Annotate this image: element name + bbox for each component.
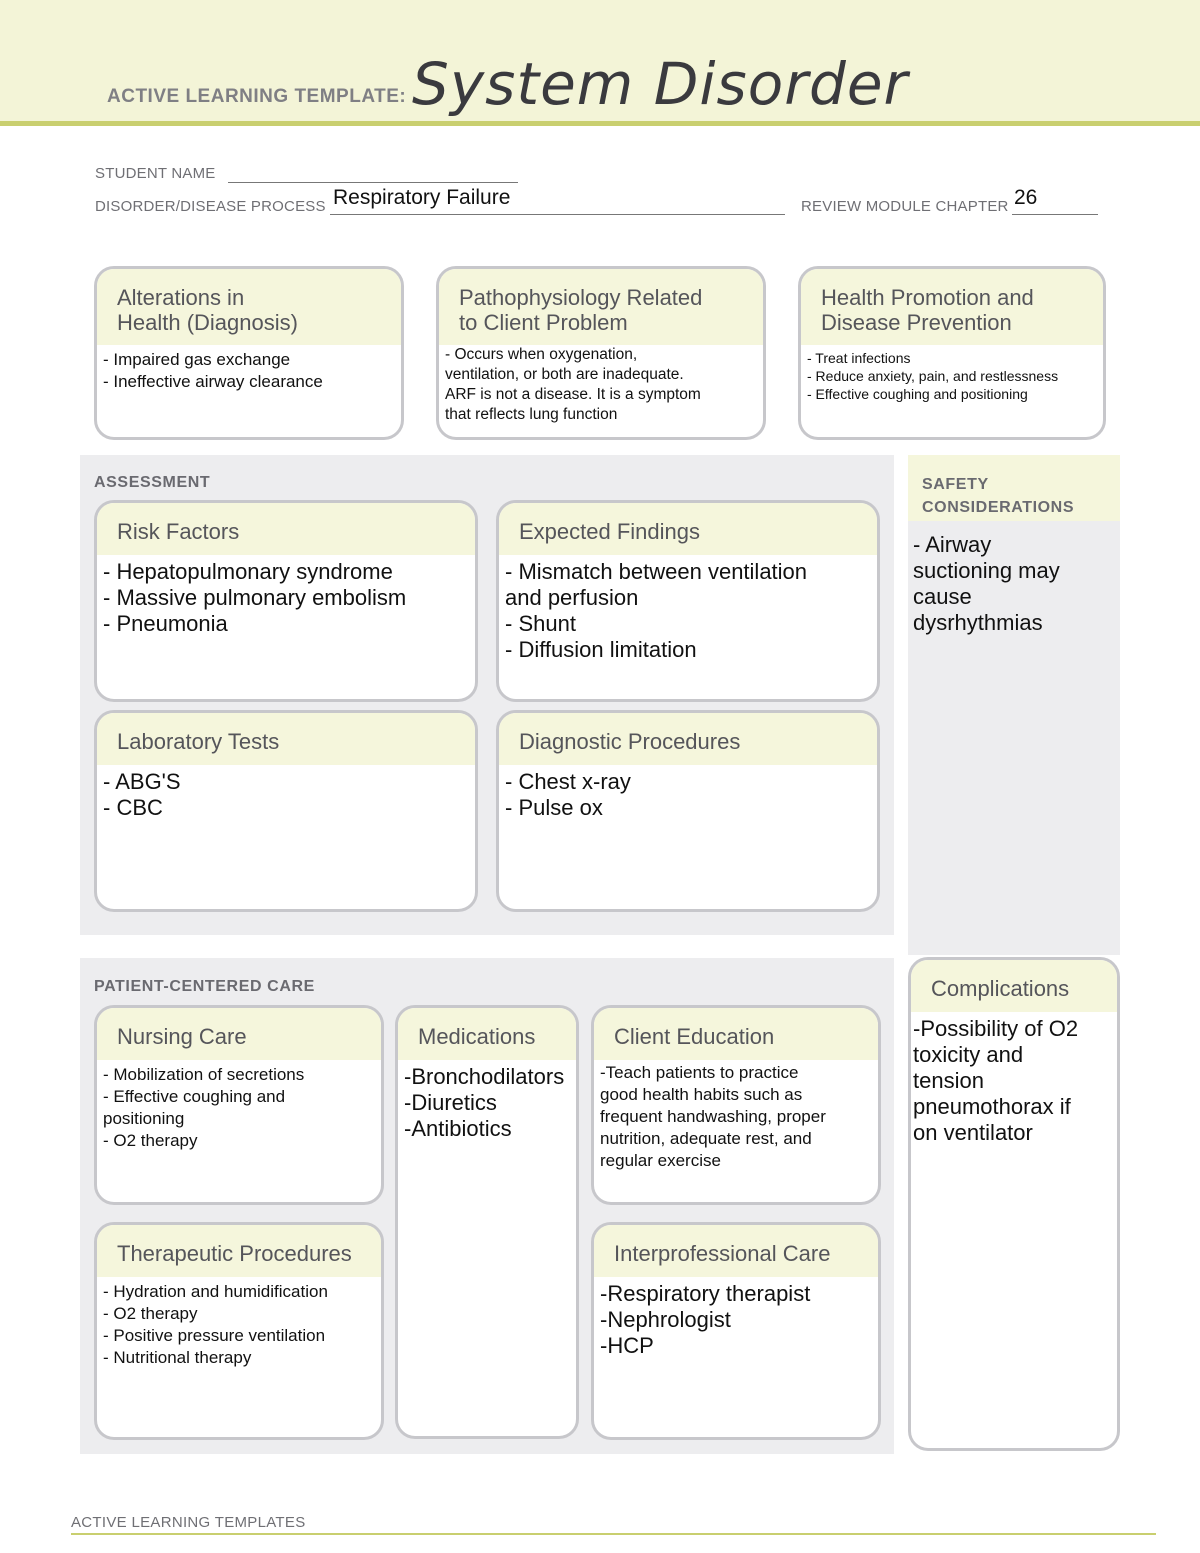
alterations-header (97, 269, 401, 345)
header-divider (0, 121, 1200, 126)
health-promotion-title-line1: Health Promotion and (821, 285, 1034, 310)
assessment-title: ASSESSMENT (94, 474, 211, 491)
chapter-field[interactable]: 26 (1014, 186, 1038, 209)
therapeutic-procedures-title: Therapeutic Procedures (117, 1241, 352, 1266)
diagnostic-procedures-title: Diagnostic Procedures (519, 729, 741, 754)
list-item: -Nephrologist (600, 1307, 731, 1332)
health-promotion-title-line2: Disease Prevention (821, 310, 1012, 335)
laboratory-tests-box (94, 710, 478, 912)
nursing-care-box (94, 1005, 384, 1205)
risk-factors-title: Risk Factors (117, 519, 240, 544)
diagnostic-procedures-header (499, 713, 877, 765)
footer-divider (71, 1533, 1156, 1535)
list-item: on ventilator (913, 1120, 1033, 1145)
complications-title: Complications (931, 976, 1070, 1001)
template-label: ACTIVE LEARNING TEMPLATE: (107, 86, 407, 107)
list-item: - Hepatopulmonary syndrome (103, 559, 393, 584)
client-education-title: Client Education (614, 1024, 775, 1049)
list-item: - Diffusion limitation (505, 637, 697, 662)
footer-label: ACTIVE LEARNING TEMPLATES (71, 1514, 306, 1531)
safety-section (908, 455, 1120, 955)
patient-centered-care-title: PATIENT-CENTERED CARE (94, 978, 315, 995)
laboratory-tests-content[interactable] (97, 765, 475, 825)
list-item: - Positive pressure ventilation (103, 1326, 326, 1345)
list-item: - Hydration and humidification (103, 1282, 328, 1301)
list-item: - O2 therapy (103, 1131, 198, 1150)
student-name-label: STUDENT NAME (95, 165, 216, 182)
list-item: toxicity and (913, 1042, 1024, 1067)
list-item: -HCP (600, 1333, 654, 1358)
list-item: -Teach patients to practice (600, 1063, 799, 1082)
pathophysiology-title-line1: Pathophysiology Related (459, 285, 703, 310)
list-item: pneumothorax if (913, 1094, 1071, 1119)
list-item: - CBC (103, 795, 163, 820)
therapeutic-procedures-content[interactable] (97, 1277, 381, 1373)
list-item: ARF is not a disease. It is a symptom (445, 386, 701, 403)
safety-title-line1: SAFETY (922, 476, 989, 493)
safety-content[interactable] (913, 532, 1113, 636)
diagnostic-procedures-box (496, 710, 880, 912)
safety-title (922, 473, 1074, 519)
pathophysiology-content[interactable] (439, 345, 763, 429)
client-education-box (591, 1005, 881, 1205)
list-item: - Effective coughing and positioning (807, 386, 1028, 402)
client-education-header (594, 1008, 878, 1060)
list-item: tension (913, 1068, 984, 1093)
student-name-line (228, 182, 518, 183)
interprofessional-care-header (594, 1225, 878, 1277)
list-item: nutrition, adequate rest, and (600, 1129, 812, 1148)
expected-findings-content[interactable] (499, 555, 877, 667)
list-item: - Pneumonia (103, 611, 228, 636)
list-item: -Bronchodilators (404, 1064, 565, 1089)
alterations-title-line1: Alterations in (117, 285, 245, 310)
interprofessional-care-content[interactable] (594, 1277, 878, 1363)
list-item: - Occurs when oxygenation, (445, 346, 638, 363)
list-item: - Nutritional therapy (103, 1348, 252, 1367)
expected-findings-title: Expected Findings (519, 519, 700, 544)
risk-factors-content[interactable] (97, 555, 475, 641)
disorder-line (330, 214, 785, 215)
nursing-care-title: Nursing Care (117, 1024, 247, 1049)
health-promotion-box (798, 266, 1106, 440)
nursing-care-content[interactable] (97, 1060, 381, 1156)
list-item: - ABG'S (103, 769, 181, 794)
diagnostic-procedures-content[interactable] (499, 765, 877, 825)
pathophysiology-box (436, 266, 766, 440)
list-item: frequent handwashing, proper (600, 1107, 826, 1126)
medications-box (395, 1005, 579, 1439)
list-item: -Diuretics (404, 1090, 497, 1115)
list-item: and perfusion (505, 585, 639, 610)
laboratory-tests-header (97, 713, 475, 765)
list-item: - Mismatch between ventilation (505, 559, 808, 584)
risk-factors-box (94, 500, 478, 702)
list-item: cause (913, 584, 972, 609)
health-promotion-content[interactable] (801, 345, 1103, 407)
list-item: suctioning may (913, 558, 1060, 583)
pathophysiology-header (439, 269, 763, 345)
list-item: - Treat infections (807, 350, 911, 366)
template-title: System Disorder (412, 50, 909, 118)
disorder-label: DISORDER/DISEASE PROCESS (95, 198, 326, 215)
disorder-field[interactable]: Respiratory Failure (333, 186, 511, 209)
therapeutic-procedures-box (94, 1222, 384, 1440)
nursing-care-header (97, 1008, 381, 1060)
alterations-title-line2: Health (Diagnosis) (117, 310, 298, 335)
list-item: -Respiratory therapist (600, 1281, 811, 1306)
medications-content[interactable] (398, 1060, 576, 1146)
interprofessional-care-box (591, 1222, 881, 1440)
medications-title: Medications (418, 1024, 536, 1049)
list-item: regular exercise (600, 1151, 721, 1170)
alterations-content[interactable] (97, 345, 401, 397)
list-item: - Massive pulmonary embolism (103, 585, 407, 610)
laboratory-tests-title: Laboratory Tests (117, 729, 280, 754)
therapeutic-procedures-header (97, 1225, 381, 1277)
alterations-box (94, 266, 404, 440)
risk-factors-header (97, 503, 475, 555)
list-item: positioning (103, 1109, 185, 1128)
list-item: that reflects lung function (445, 406, 618, 423)
complications-box (908, 957, 1120, 1451)
list-item: - Impaired gas exchange (103, 350, 291, 369)
list-item: - Ineffective airway clearance (103, 372, 323, 391)
list-item: - O2 therapy (103, 1304, 198, 1323)
list-item: good health habits such as (600, 1085, 803, 1104)
complications-header (911, 960, 1117, 1012)
interprofessional-care-title: Interprofessional Care (614, 1241, 831, 1266)
list-item: - Effective coughing and (103, 1087, 286, 1106)
list-item: - Airway (913, 532, 992, 557)
expected-findings-header (499, 503, 877, 555)
expected-findings-box (496, 500, 880, 702)
medications-header (398, 1008, 576, 1060)
list-item: - Mobilization of secretions (103, 1065, 305, 1084)
list-item: - Reduce anxiety, pain, and restlessness (807, 368, 1059, 384)
list-item: ventilation, or both are inadequate. (445, 366, 684, 383)
safety-title-line2: CONSIDERATIONS (922, 499, 1075, 516)
chapter-label: REVIEW MODULE CHAPTER (801, 198, 1009, 215)
complications-content[interactable] (911, 1012, 1117, 1150)
client-education-content[interactable] (594, 1060, 878, 1176)
pathophysiology-title-line2: to Client Problem (459, 310, 628, 335)
chapter-line (1012, 214, 1098, 215)
list-item: dysrhythmias (913, 610, 1043, 635)
list-item: -Antibiotics (404, 1116, 512, 1141)
list-item: - Chest x-ray (505, 769, 631, 794)
list-item: -Possibility of O2 (913, 1016, 1079, 1041)
list-item: - Shunt (505, 611, 576, 636)
health-promotion-header (801, 269, 1103, 345)
list-item: - Pulse ox (505, 795, 603, 820)
